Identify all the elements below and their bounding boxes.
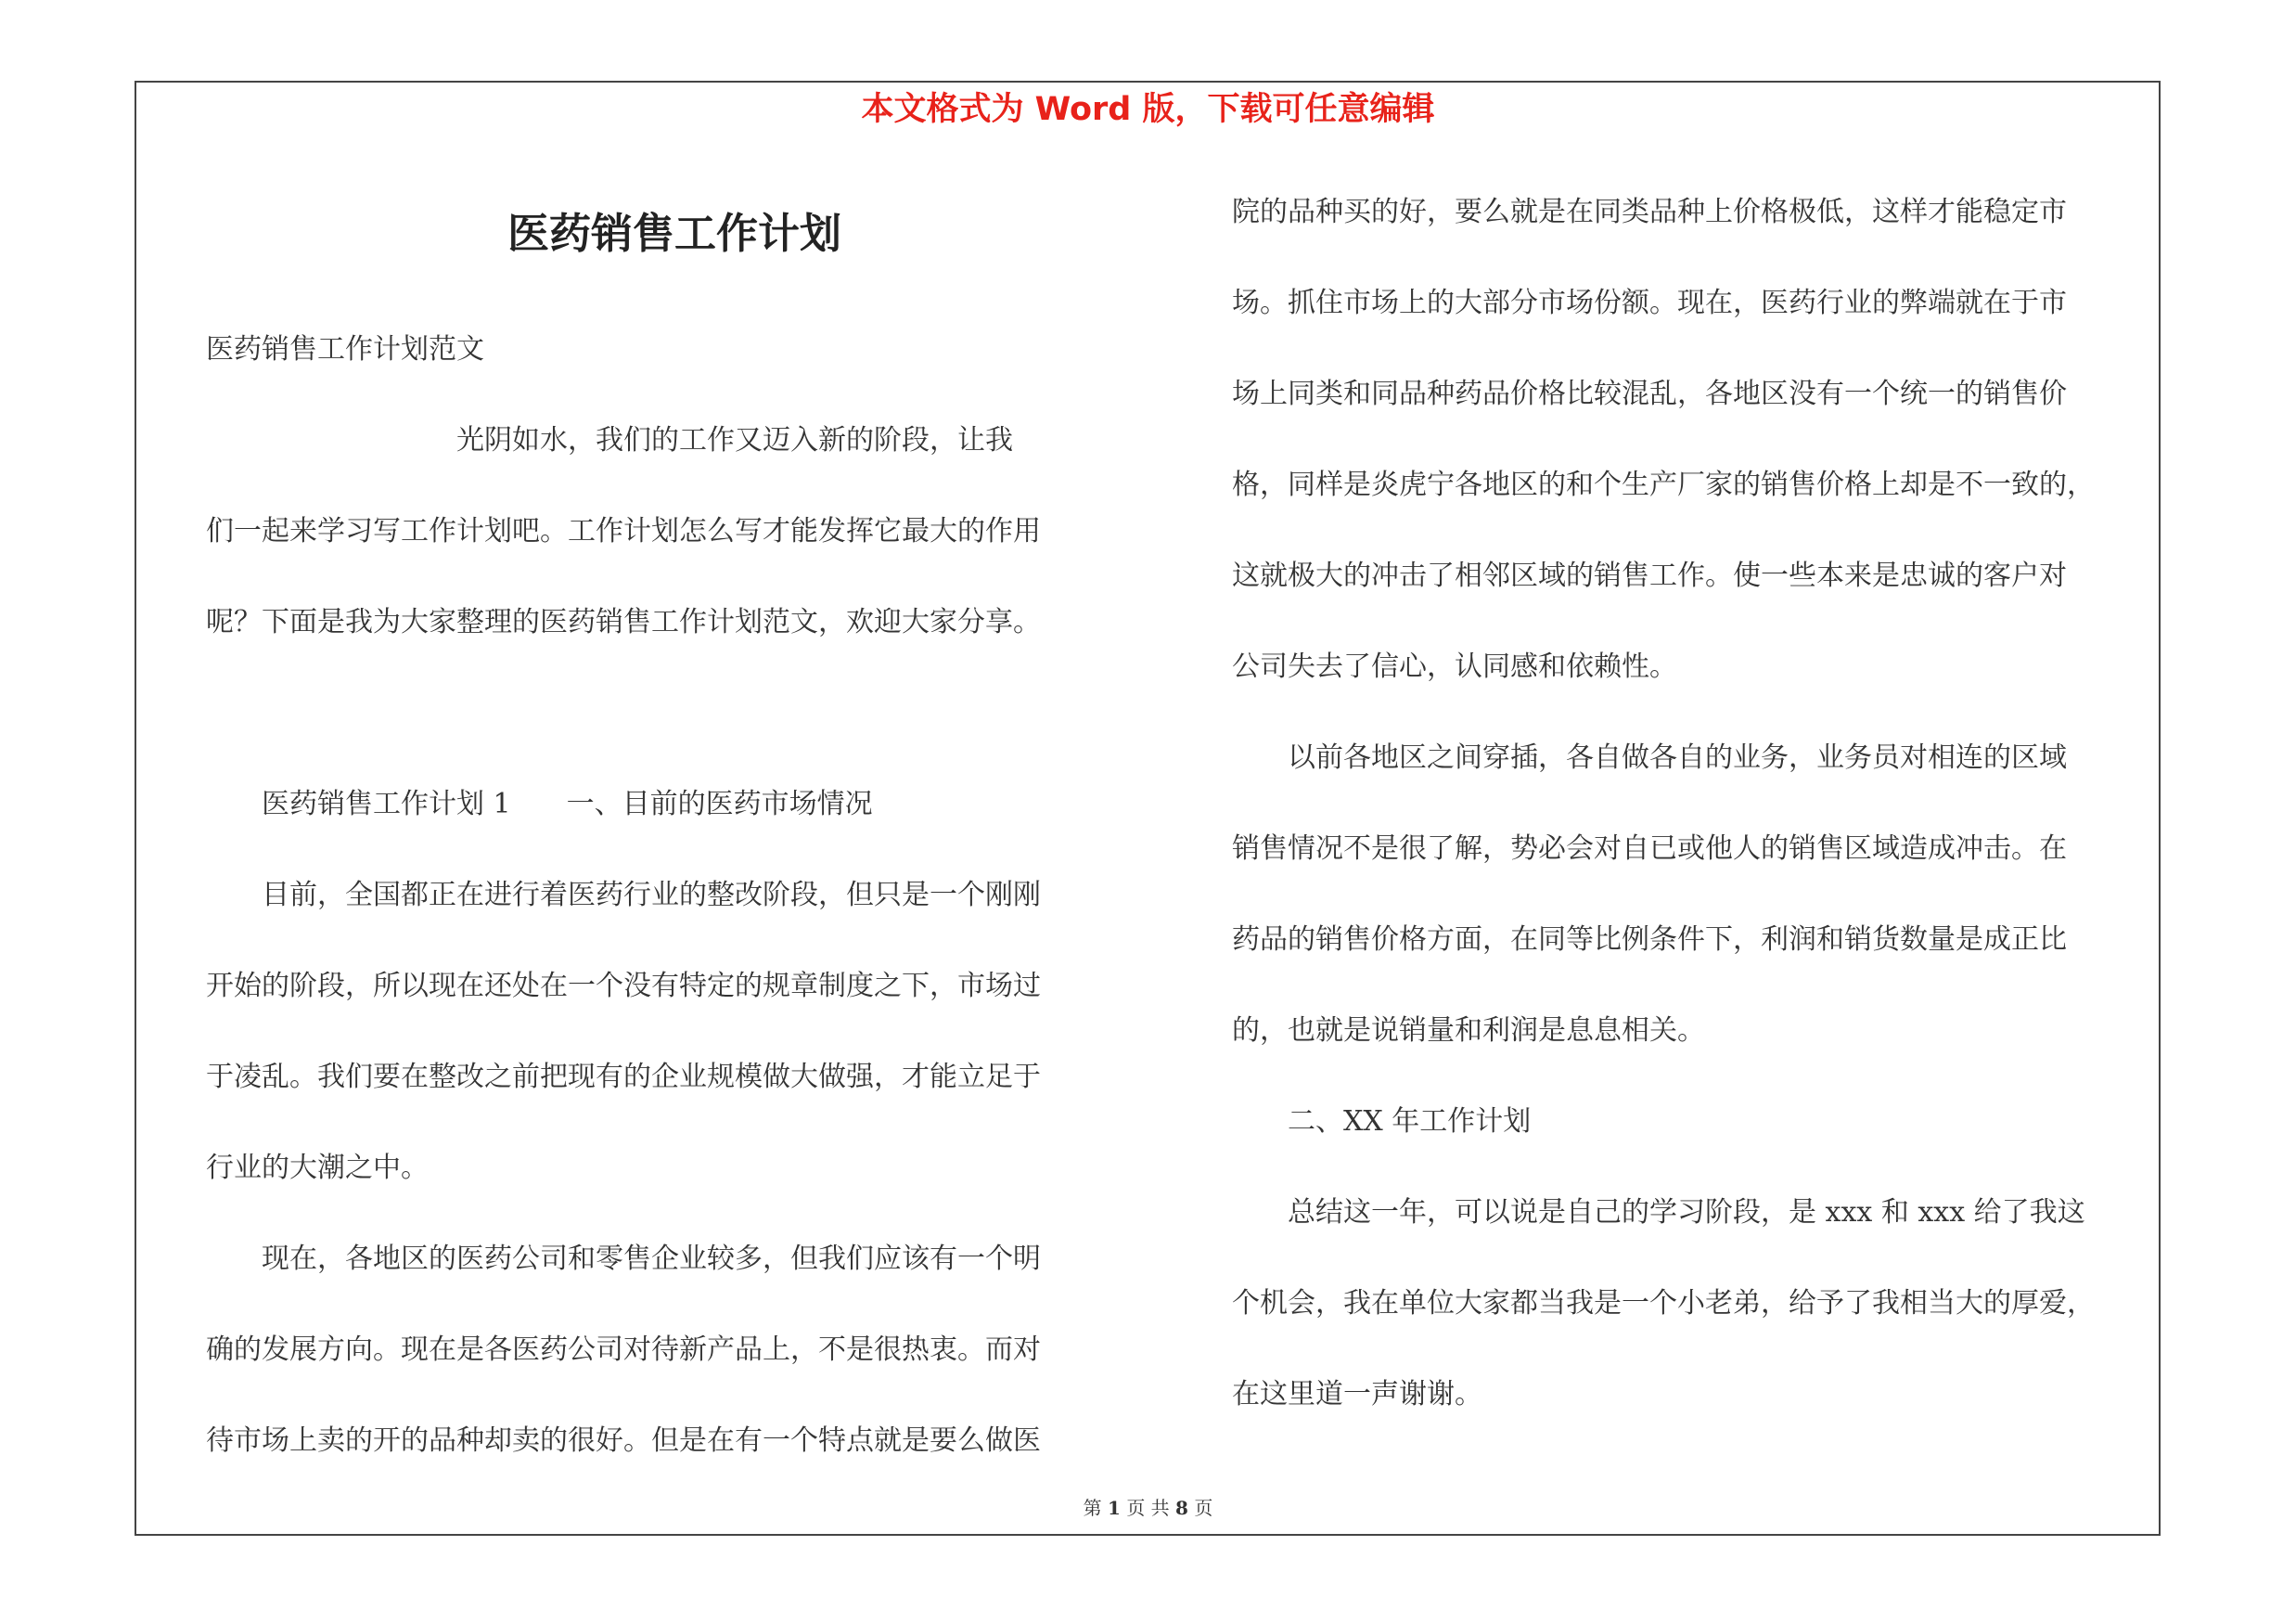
text-line: 药品的销售价格方面，在同等比例条件下，利润和销货数量是成正比: [1232, 923, 2067, 956]
text-line: 医药销售工作计划 1 一、目前的医药市场情况: [206, 788, 873, 820]
text-line: 目前，全国都正在进行着医药行业的整改阶段，但只是一个刚刚: [206, 879, 1041, 911]
text-line: 格，同样是炎虎宁各地区的和个生产厂家的销售价格上却是不一致的，: [1232, 469, 2095, 501]
current-page-number: 1: [1108, 1497, 1121, 1519]
text-line: 公司失去了信心，认同感和依赖性。: [1232, 650, 1677, 683]
total-page-number: 8: [1175, 1497, 1188, 1519]
text-line: 行业的大潮之中。: [206, 1152, 429, 1184]
footer-suffix: 页: [1194, 1497, 1213, 1519]
text-line: 场上同类和同品种药品价格比较混乱，各地区没有一个统一的销售价: [1232, 378, 2067, 410]
footer-middle: 页 共: [1126, 1497, 1170, 1519]
text-line: 二、XX 年工作计划: [1232, 1105, 1532, 1138]
text-line: 在这里道一声谢谢。: [1232, 1378, 1482, 1410]
text-line: 光阴如水，我们的工作又迈入新的阶段，让我: [206, 424, 1013, 457]
text-line: 个机会，我在单位大家都当我是一个小老弟，给予了我相当大的厚爱，: [1232, 1287, 2095, 1320]
page-footer: [0, 1494, 2296, 1522]
text-line: 总结这一年，可以说是自己的学习阶段，是 xxx 和 xxx 给了我这: [1232, 1196, 2085, 1229]
text-line: 于凌乱。我们要在整改之前把现有的企业规模做大做强，才能立足于: [206, 1061, 1041, 1093]
footer-prefix: 第: [1083, 1497, 1102, 1519]
text-line: 的，也就是说销量和利润是息息相关。: [1232, 1014, 1705, 1047]
text-line: 这就极大的冲击了相邻区域的销售工作。使一些本来是忠诚的客户对: [1232, 560, 2067, 592]
text-line: 现在，各地区的医药公司和零售企业较多，但我们应该有一个明: [206, 1243, 1041, 1275]
text-line: 销售情况不是很了解，势必会对自已或他人的销售区域造成冲击。在: [1232, 832, 2067, 865]
text-line: 医药销售工作计划范文: [206, 333, 484, 366]
text-line: 场。抓住市场上的大部分市场份额。现在，医药行业的弊端就在于市: [1232, 287, 2067, 319]
text-line: 院的品种买的好，要么就是在同类品种上价格极低，这样才能稳定市: [1232, 196, 2067, 228]
document-title: 医药销售工作计划: [507, 209, 841, 258]
text-line: 呢？下面是我为大家整理的医药销售工作计划范文，欢迎大家分享。: [206, 606, 1041, 638]
text-line: 确的发展方向。现在是各医药公司对待新产品上，不是很热衷。而对: [206, 1333, 1041, 1366]
format-banner: 本文格式为 Word 版，下载可任意编辑: [861, 91, 1435, 128]
text-line: 待市场上卖的开的品种却卖的很好。但是在有一个特点就是要么做医: [206, 1424, 1041, 1457]
text-line: 开始的阶段，所以现在还处在一个没有特定的规章制度之下，市场过: [206, 970, 1041, 1002]
text-line: 们一起来学习写工作计划吧。工作计划怎么写才能发挥它最大的作用: [206, 515, 1041, 547]
text-line: 以前各地区之间穿插，各自做各自的业务，业务员对相连的区域: [1232, 741, 2067, 774]
